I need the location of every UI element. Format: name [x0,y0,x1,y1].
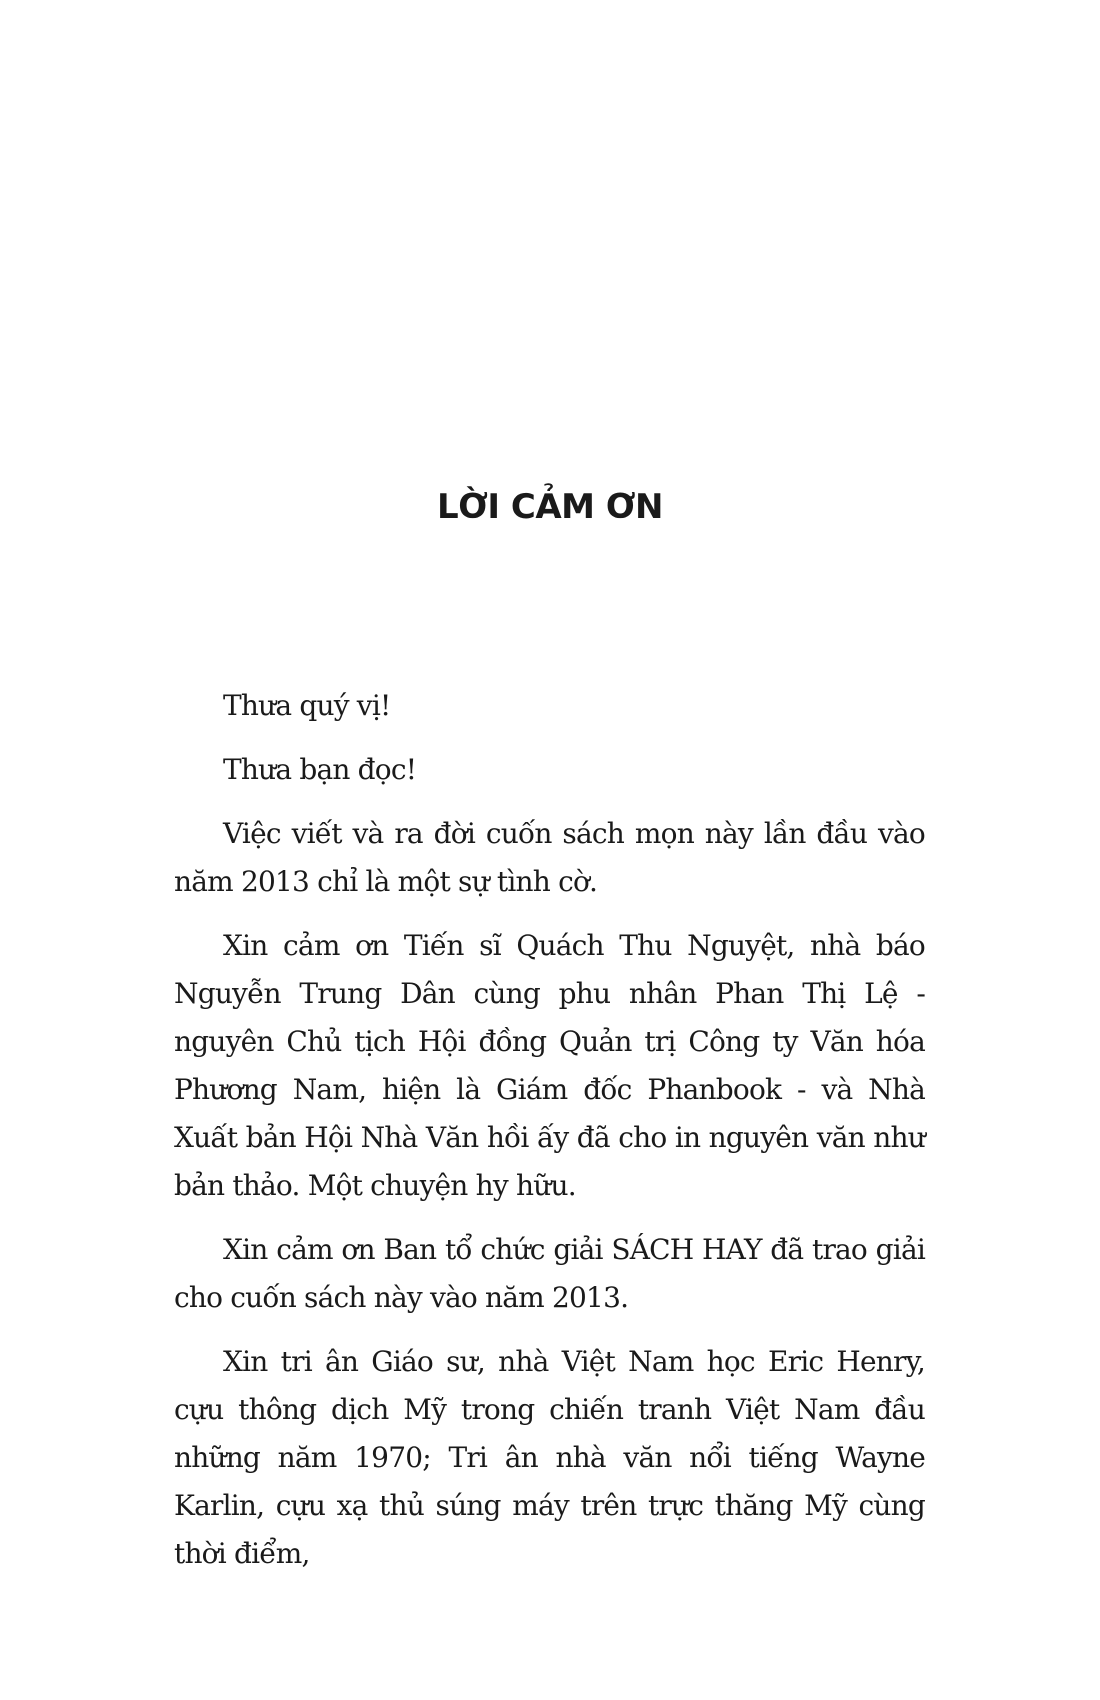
body-text [174,682,925,1594]
paragraph-thanks-publishers: Xin cảm ơn Tiến sĩ Quách Thu Nguyệt, nhà báo Nguyễn Trung Dân cùng phu nhân Phan Thị Lệ - nguyên Chủ tịch Hội đồng Quản trị Công ty Văn hóa Phương Nam, hiện là Giám đốc Phanbook - và Nhà Xuất bản Hội Nhà Văn hồi ấy đã cho in nguyên văn như bản thảo. Một chuyện hy hữu. [174,929,925,1202]
page-title: LỜI CẢM ƠN [437,487,663,527]
paragraph-greeting-2: Thưa bạn đọc! [223,753,417,786]
paragraph-thanks-award: Xin cảm ơn Ban tổ chức giải SÁCH HAY đã trao giải cho cuốn sách này vào năm 2013. [174,1233,925,1314]
paragraph-greeting-1: Thưa quý vị! [223,689,391,722]
paragraph-origin: Việc viết và ra đời cuốn sách mọn này lần đầu vào năm 2013 chỉ là một sự tình cờ. [174,817,925,898]
paragraph-tribute: Xin tri ân Giáo sư, nhà Việt Nam học Eric Henry, cựu thông dịch Mỹ trong chiến tranh Việt Nam đầu những năm 1970; Tri ân nhà văn nổi tiếng Wayne Karlin, cựu xạ thủ súng máy trên trực thăng Mỹ cùng thời điểm, [174,1345,925,1570]
